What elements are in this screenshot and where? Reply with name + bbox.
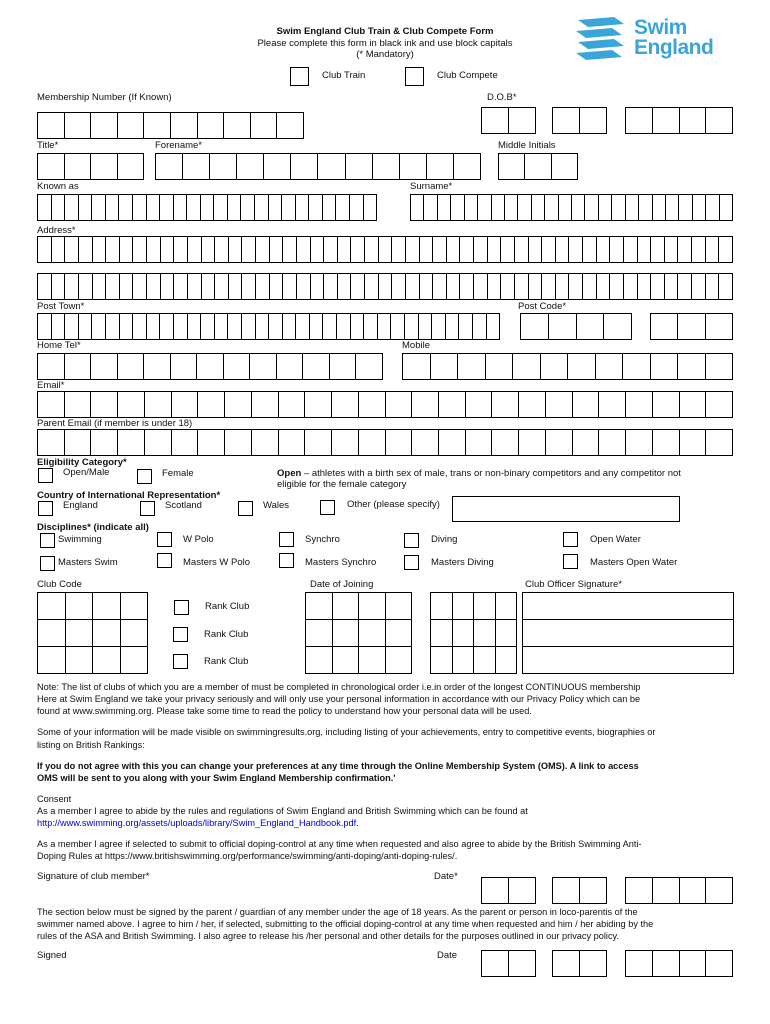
dob-label: D.O.B*	[487, 92, 517, 103]
consent-line-1: As a member I agree to abide by the rules and regulations of Swim England and British Swimming which can be found at	[37, 806, 528, 816]
other-country-label: Other (please specify)	[347, 499, 440, 510]
visible-line-2: listing on British Rankings:	[37, 740, 145, 750]
post-town-boxes[interactable]	[37, 313, 500, 340]
masters-swim-label: Masters Swim	[58, 557, 118, 568]
swimming-checkbox[interactable]	[40, 533, 55, 548]
note-line-2: Here at Swim England we take your privacy seriously and will only use your personal information in accordance with our Privacy Policy which can be	[37, 694, 641, 704]
rank-club-checkbox-1[interactable]	[174, 600, 189, 615]
logo-word-england: England	[634, 36, 714, 59]
masters-w-polo-label: Masters W Polo	[183, 557, 251, 568]
open-description-line2: eligible for the female category	[277, 479, 407, 490]
masters-w-polo-checkbox[interactable]	[157, 553, 172, 568]
visible-line-1: Some of your information will be made visible on swimmingresults.org, including listing of your achievements, entry to competitive events, biographies or	[37, 727, 656, 737]
masters-open-water-checkbox[interactable]	[563, 554, 578, 569]
note-line-1: Note: The list of clubs of which you are a member of must be completed in chronological order i.e.in order of the longest CONTINUOUS membership	[37, 682, 641, 692]
date-of-joining-label: Date of Joining	[310, 579, 374, 590]
england-label: England	[63, 500, 98, 511]
masters-synchro-checkbox[interactable]	[279, 553, 294, 568]
mandatory-note: (* Mandatory)	[356, 49, 414, 60]
oms-line-1: If you do not agree with this you can change your preferences at any time through the Online Membership System (OMS). A link to access	[37, 761, 639, 771]
forename-boxes[interactable]	[155, 153, 481, 180]
synchro-label: Synchro	[305, 534, 340, 545]
parent-email-label: Parent Email (if member is under 18)	[37, 418, 193, 429]
address-line2-boxes[interactable]	[37, 273, 733, 300]
known-as-label: Known as	[37, 181, 79, 192]
consent-link-wrap	[37, 817, 359, 830]
wales-checkbox[interactable]	[238, 501, 253, 516]
parent-line-1: The section below must be signed by the parent / guardian of any member under the age of 18 years. As the parent or person in loco-parentis of the	[37, 907, 638, 917]
membership-number-label: Membership Number (If Known)	[37, 92, 172, 103]
rank-club-checkbox-3[interactable]	[173, 654, 188, 669]
logo-word-swim: Swim	[634, 16, 687, 39]
home-tel-boxes[interactable]	[37, 353, 383, 380]
middle-initials-label: Middle Initials	[498, 140, 556, 151]
rank-club-label-3: Rank Club	[204, 656, 249, 667]
w-polo-checkbox[interactable]	[157, 532, 172, 547]
email-label: Email*	[37, 380, 65, 391]
diving-checkbox[interactable]	[404, 533, 419, 548]
signed-date-label: Date	[437, 950, 458, 961]
club-compete-label: Club Compete	[437, 70, 498, 81]
dob-month-boxes[interactable]	[552, 107, 607, 134]
signed-date-month-boxes[interactable]	[552, 950, 607, 977]
diving-label: Diving	[431, 534, 458, 545]
signed-date-day-boxes[interactable]	[481, 950, 536, 977]
surname-boxes[interactable]	[410, 194, 733, 221]
home-tel-label: Home Tel*	[37, 340, 81, 351]
female-label: Female	[162, 468, 194, 479]
england-checkbox[interactable]	[38, 501, 53, 516]
open-water-label: Open Water	[590, 534, 641, 545]
doping-line-1: As a member I agree if selected to submit to official doping-control at any time when requested and also agree to abide by the British Swimming Anti-	[37, 839, 642, 849]
club-officer-signature-grid[interactable]	[522, 592, 734, 674]
open-desc-text: – athletes with a birth sex of male, trans or non-binary competitors and any competitor not	[301, 468, 681, 479]
middle-initials-boxes[interactable]	[498, 153, 578, 180]
membership-number-boxes[interactable]	[37, 112, 304, 139]
club-code-label: Club Code	[37, 579, 82, 590]
parent-line-2: swimmer named above. I agree to him / her, if selected, submitting to the official doping-control at any time when requested and him / her abiding by the	[37, 919, 654, 929]
parent-email-boxes[interactable]	[37, 429, 733, 456]
synchro-checkbox[interactable]	[279, 532, 294, 547]
scotland-label: Scotland	[165, 500, 202, 511]
swim-england-logo	[574, 16, 734, 62]
open-male-checkbox[interactable]	[38, 468, 53, 483]
female-checkbox[interactable]	[137, 469, 152, 484]
title-boxes[interactable]	[37, 153, 144, 180]
scotland-checkbox[interactable]	[140, 501, 155, 516]
masters-diving-label: Masters Diving	[431, 557, 494, 568]
date-of-joining-grid-1[interactable]	[305, 592, 412, 674]
member-date-month-boxes[interactable]	[552, 877, 607, 904]
member-date-label: Date*	[434, 871, 458, 882]
forename-label: Forename*	[155, 140, 202, 151]
title-label: Title*	[37, 140, 59, 151]
post-code-label: Post Code*	[518, 301, 567, 312]
rank-club-label-2: Rank Club	[204, 629, 249, 640]
member-date-day-boxes[interactable]	[481, 877, 536, 904]
mobile-boxes[interactable]	[402, 353, 733, 380]
country-heading: Country of International Representation*	[37, 490, 221, 501]
mobile-label: Mobile	[402, 340, 430, 351]
w-polo-label: W Polo	[183, 534, 214, 545]
signed-label: Signed	[37, 950, 67, 961]
parent-line-3: rules of the ASA and British Swimming. I also agree to release his /her personal and other details for the purposes outlined in our privacy policy.	[37, 931, 620, 941]
address-label: Address*	[37, 225, 76, 236]
address-line1-boxes[interactable]	[37, 236, 733, 263]
signed-date-year-boxes[interactable]	[625, 950, 733, 977]
member-date-year-boxes[interactable]	[625, 877, 733, 904]
masters-synchro-label: Masters Synchro	[305, 557, 377, 568]
open-male-label: Open/Male	[63, 467, 110, 478]
dob-year-boxes[interactable]	[625, 107, 733, 134]
disciplines-heading: Disciplines* (indicate all)	[37, 522, 149, 533]
rank-club-checkbox-2[interactable]	[173, 627, 188, 642]
known-as-boxes[interactable]	[37, 194, 377, 221]
club-train-checkbox[interactable]	[290, 67, 309, 86]
other-country-checkbox[interactable]	[320, 500, 335, 515]
email-boxes[interactable]	[37, 391, 733, 418]
wales-label: Wales	[263, 500, 290, 511]
club-compete-checkbox[interactable]	[405, 67, 424, 86]
dob-day-boxes[interactable]	[481, 107, 536, 134]
handbook-link[interactable]: http://www.swimming.org/assets/uploads/library/Swim_England_Handbook.pdf.	[37, 818, 359, 828]
post-code-first-boxes[interactable]	[520, 313, 632, 340]
other-country-input[interactable]	[452, 496, 680, 522]
swimming-label: Swimming	[58, 534, 102, 545]
form-title: Swim England Club Train & Club Compete Form	[276, 26, 494, 37]
form-subtitle: Please complete this form in black ink and use block capitals	[257, 38, 513, 49]
masters-swim-checkbox[interactable]	[40, 556, 55, 571]
doping-line-2: Doping Rules at https://www.britishswimming.org/performance/swimming/anti-doping/anti-doping-rules/.	[37, 851, 458, 861]
masters-open-water-label: Masters Open Water	[590, 557, 678, 568]
oms-line-2: OMS will be sent to you along with your Swim England Membership confirmation.'	[37, 773, 396, 783]
club-officer-signature-label: Club Officer Signature*	[525, 579, 622, 590]
club-code-grid[interactable]	[37, 592, 148, 674]
masters-diving-checkbox[interactable]	[404, 555, 419, 570]
open-water-checkbox[interactable]	[563, 532, 578, 547]
date-of-joining-grid-2[interactable]	[430, 592, 517, 674]
note-line-3: found at www.swimming.org. Please take some time to read the policy to understand how your personal data will be used.	[37, 706, 532, 716]
club-train-label: Club Train	[322, 70, 366, 81]
post-town-label: Post Town*	[37, 301, 85, 312]
consent-heading: Consent	[37, 794, 72, 804]
surname-label: Surname*	[410, 181, 453, 192]
open-bold: Open	[277, 468, 302, 479]
eligibility-heading: Eligibility Category*	[37, 457, 127, 468]
member-signature-label: Signature of club member*	[37, 871, 150, 882]
logo-mark-icon	[574, 16, 630, 62]
post-code-second-boxes[interactable]	[650, 313, 733, 340]
rank-club-label-1: Rank Club	[205, 601, 250, 612]
